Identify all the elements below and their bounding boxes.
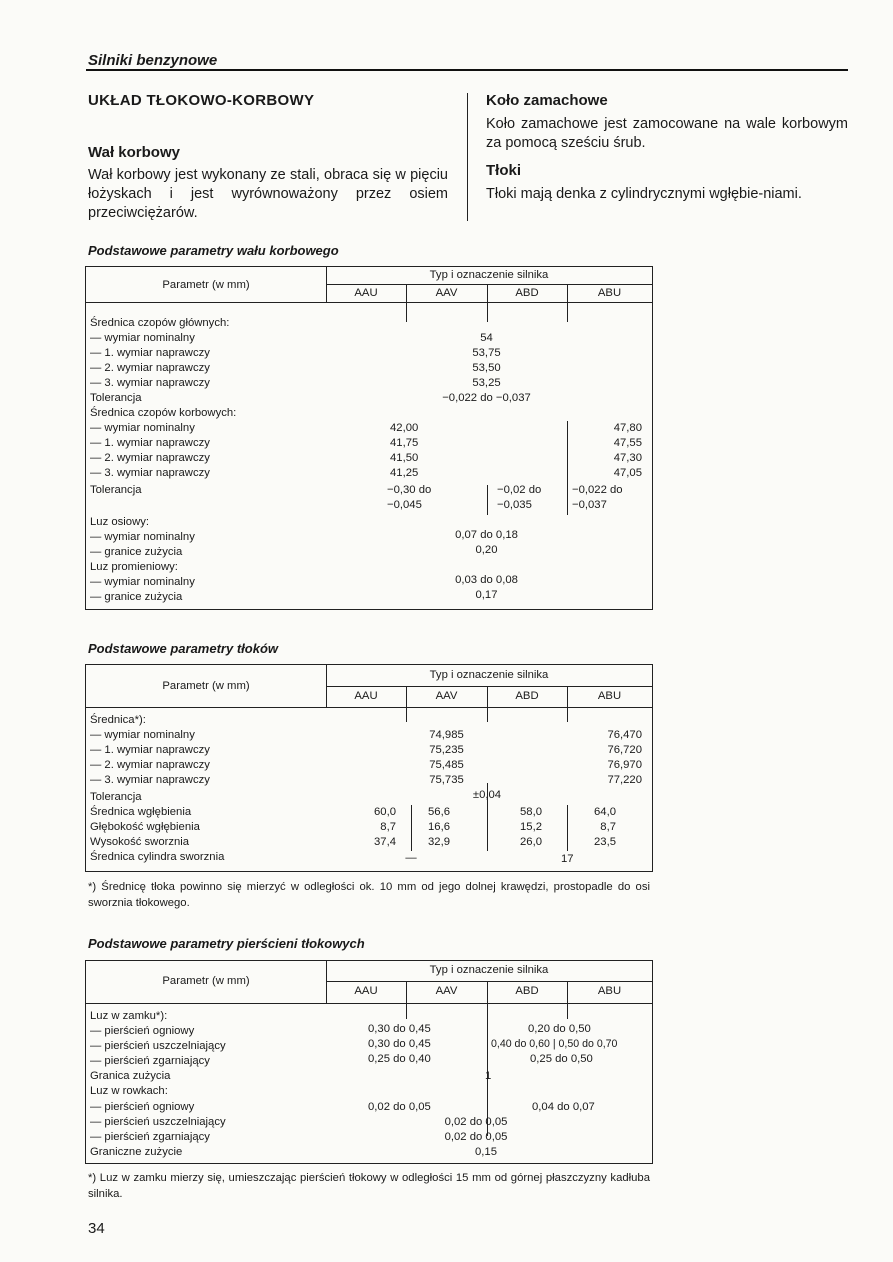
param-label: — 1. wymiar naprawczy	[90, 744, 210, 756]
type-header: Typ i oznaczenie silnika	[429, 964, 549, 976]
cell-value: 15,2	[520, 821, 542, 833]
subsection-title: Wał korbowy	[88, 144, 180, 161]
cell-value: 0,25 do 0,40	[368, 1053, 431, 1065]
param-label: Luz w rowkach:	[90, 1085, 168, 1097]
param-label: — granice zużycia	[90, 546, 183, 558]
param-label: — pierścień zgarniający	[90, 1055, 210, 1067]
param-label: — 2. wymiar naprawczy	[90, 362, 210, 374]
cell-value: 76,970	[607, 759, 642, 771]
cell-value: 8,7	[380, 821, 396, 833]
cell-value: 53,75	[472, 347, 501, 359]
subsection-title: Tłoki	[486, 162, 522, 179]
cell-value: 77,220	[607, 774, 642, 786]
cell-value: 0,07 do 0,18	[455, 529, 518, 541]
cell-value: 0,20	[475, 544, 498, 556]
cell-value: 1	[485, 1070, 492, 1082]
cell-value: 53,50	[472, 362, 501, 374]
param-label: — pierścień uszczelniający	[90, 1116, 226, 1128]
cell-value: 0,02 do 0,05	[444, 1131, 508, 1143]
cell-value: 41,25	[390, 467, 419, 479]
engine-abd: ABD	[515, 287, 539, 299]
param-label: — pierścień zgarniający	[90, 1131, 210, 1143]
param-label: Luz w zamku*):	[90, 1010, 168, 1022]
engine-aau: AAU	[354, 690, 378, 702]
param-label: — 3. wymiar naprawczy	[90, 467, 210, 479]
engine-aav: AAV	[435, 985, 458, 997]
cell-value: 75,485	[429, 759, 464, 771]
cell-value: 26,0	[520, 836, 542, 848]
param-header: Parametr (w mm)	[162, 279, 250, 291]
param-label: — wymiar nominalny	[90, 729, 195, 741]
cell-value: 32,9	[428, 836, 450, 848]
type-header: Typ i oznaczenie silnika	[429, 669, 549, 681]
subsection-title: Koło zamachowe	[486, 92, 608, 109]
pistons-table	[85, 664, 653, 872]
cell-value: −0,037	[572, 499, 607, 511]
page-number: 34	[88, 1220, 105, 1237]
body-paragraph: Wał korbowy jest wykonany ze stali, obraca się w pięciu łożyskach i jest wyrównoważony przez osiem przeciwciężarów.	[88, 167, 448, 221]
cell-value: 60,0	[374, 806, 396, 818]
cell-value: 0,30 do 0,45	[368, 1038, 431, 1050]
cell-value: 53,25	[472, 377, 501, 389]
cell-value: 0,40 do 0,60 | 0,50 do 0,70	[491, 1038, 618, 1050]
type-header: Typ i oznaczenie silnika	[429, 269, 549, 281]
cell-value: 0,04 do 0,07	[532, 1101, 595, 1113]
cell-value: 64,0	[594, 806, 616, 818]
cell-value: 58,0	[520, 806, 542, 818]
param-label: — pierścień ogniowy	[90, 1025, 195, 1037]
cell-value: 0,02 do 0,05	[444, 1116, 508, 1128]
chapter-title: UKŁAD TŁOKOWO-KORBOWY	[88, 92, 315, 109]
engine-aau: AAU	[354, 287, 378, 299]
param-label: — 1. wymiar naprawczy	[90, 347, 210, 359]
param-label: — 2. wymiar naprawczy	[90, 759, 210, 771]
engine-abu: ABU	[597, 690, 622, 702]
piston-rings-table	[85, 960, 653, 1164]
param-label: Średnica czopów głównych:	[90, 317, 230, 329]
cell-value: 37,4	[374, 836, 396, 848]
param-header: Parametr (w mm)	[162, 680, 250, 692]
cell-value: 47,55	[613, 437, 642, 449]
param-label: Średnica czopów korbowych:	[90, 407, 237, 419]
param-label: — pierścień uszczelniający	[90, 1040, 226, 1052]
footnote: *) Luz w zamku mierzy się, umieszczając pierścień tłokowy w odległości 15 mm od górnej płaszczyzny kadłuba silnika.	[88, 1172, 650, 1200]
cell-value: 75,735	[429, 774, 464, 786]
cell-value: 23,5	[594, 836, 616, 848]
cell-value: 0,25 do 0,50	[530, 1053, 593, 1065]
param-label: — 3. wymiar naprawczy	[90, 377, 210, 389]
param-label: Tolerancja	[90, 392, 142, 404]
cell-value: 41,50	[390, 452, 419, 464]
param-label: Średnica cylindra sworznia	[90, 851, 225, 863]
cell-value: 75,235	[429, 744, 464, 756]
cell-value: 0,20 do 0,50	[528, 1023, 591, 1035]
table-caption: Podstawowe parametry wału korbowego	[88, 243, 339, 258]
param-header: Parametr (w mm)	[162, 975, 250, 987]
footnote: *) Średnicę tłoka powinno się mierzyć w odległości ok. 10 mm od jego dolnej krawędzi, prostopadle do osi sworznia tłokowego.	[88, 881, 650, 909]
param-label: Tolerancja	[90, 791, 142, 803]
param-label: Średnica wgłębienia	[90, 806, 192, 818]
param-label: — wymiar nominalny	[90, 531, 195, 543]
cell-value: 17	[561, 853, 574, 865]
param-label: — 2. wymiar naprawczy	[90, 452, 210, 464]
cell-value: 56,6	[428, 806, 450, 818]
param-label: Graniczne zużycie	[90, 1146, 183, 1158]
cell-value: 0,15	[475, 1146, 497, 1158]
cell-value: −0,045	[387, 499, 422, 511]
cell-value: −0,022 do −0,037	[442, 392, 531, 404]
cell-value: 41,75	[390, 437, 419, 449]
param-label: — wymiar nominalny	[90, 332, 195, 344]
cell-value: −0,02 do	[497, 484, 542, 496]
cell-value: 47,30	[613, 452, 642, 464]
cell-value: 47,05	[613, 467, 642, 479]
param-label: — granice zużycia	[90, 591, 183, 603]
engine-aav: AAV	[435, 287, 458, 299]
param-label: Tolerancja	[90, 484, 142, 496]
cell-value: —	[405, 852, 417, 864]
param-label: Wysokość sworznia	[90, 836, 190, 848]
cell-value: 0,30 do 0,45	[368, 1023, 431, 1035]
table-caption: Podstawowe parametry tłoków	[88, 641, 278, 656]
engine-abu: ABU	[597, 287, 622, 299]
engine-abd: ABD	[515, 985, 539, 997]
param-label: Granica zużycia	[90, 1070, 171, 1082]
body-paragraph: Koło zamachowe jest zamocowane na wale korbowym za pomocą sześciu śrub.	[486, 116, 848, 151]
param-label: Luz osiowy:	[90, 516, 150, 528]
cell-value: 0,03 do 0,08	[455, 574, 518, 586]
engine-aav: AAV	[435, 690, 458, 702]
cell-value: −0,035	[497, 499, 532, 511]
cell-value: −0,30 do	[387, 484, 432, 496]
section-header: Silniki benzynowe	[88, 52, 218, 69]
engine-abd: ABD	[515, 690, 539, 702]
crankshaft-table	[85, 266, 653, 610]
cell-value: 0,17	[475, 589, 498, 601]
engine-abu: ABU	[597, 985, 622, 997]
param-label: — 3. wymiar naprawczy	[90, 774, 210, 786]
cell-value: ±0,04	[472, 789, 502, 801]
param-label: Głębokość wgłębienia	[90, 821, 200, 833]
param-label: — 1. wymiar naprawczy	[90, 437, 210, 449]
header-rule	[86, 69, 848, 71]
param-label: — wymiar nominalny	[90, 576, 195, 588]
cell-value: 16,6	[428, 821, 450, 833]
cell-value: 76,720	[607, 744, 642, 756]
cell-value: 0,02 do 0,05	[368, 1101, 431, 1113]
param-label: — pierścień ogniowy	[90, 1101, 195, 1113]
param-label: — wymiar nominalny	[90, 422, 195, 434]
cell-value: 54	[480, 332, 493, 344]
param-label: Średnica*):	[90, 714, 146, 726]
cell-value: −0,022 do	[572, 484, 623, 496]
cell-value: 74,985	[429, 729, 464, 741]
cell-value: 42,00	[390, 422, 419, 434]
cell-value: 8,7	[600, 821, 616, 833]
table-caption: Podstawowe parametry pierścieni tłokowych	[88, 936, 365, 951]
cell-value: 76,470	[607, 729, 642, 741]
column-divider	[467, 93, 468, 221]
engine-aau: AAU	[354, 985, 378, 997]
cell-value: 47,80	[613, 422, 642, 434]
body-paragraph: Tłoki mają denka z cylindrycznymi wgłębie-niami.	[486, 186, 802, 202]
param-label: Luz promieniowy:	[90, 561, 178, 573]
